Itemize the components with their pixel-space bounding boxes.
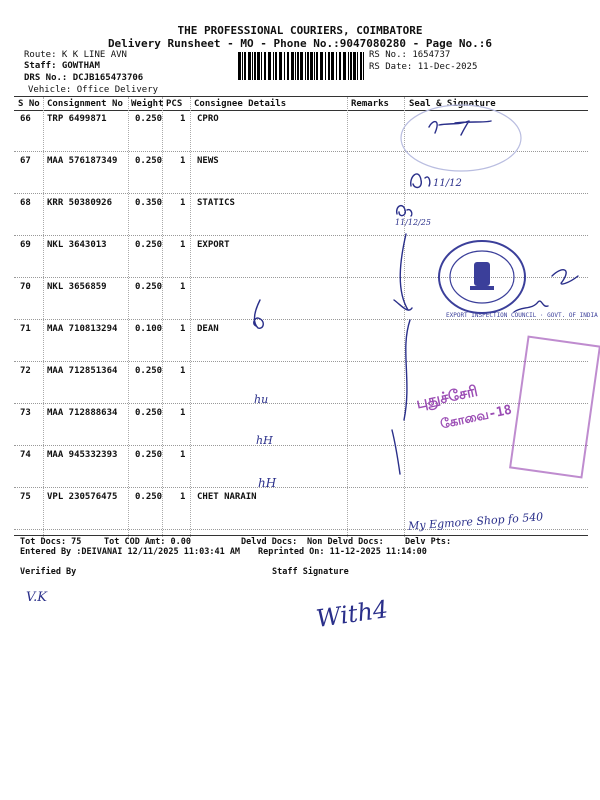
barcode-bar <box>238 52 241 80</box>
barcode-bar <box>350 52 352 80</box>
row-weight: 0.100 <box>135 324 163 334</box>
row-consignment-number: MAA 712851364 <box>47 366 118 376</box>
row-consignment-number: MAA 945332393 <box>47 450 118 460</box>
barcode-image <box>238 52 364 80</box>
row-consignee: NEWS <box>197 156 219 166</box>
row66-signature <box>425 115 495 137</box>
row74-initials: hH <box>256 434 273 447</box>
barcode-bar <box>284 52 285 80</box>
table-bottom-rule <box>14 535 588 536</box>
column-header-pcs: PCS <box>166 99 183 109</box>
total-cod-amount: Tot COD Amt: 0.00 <box>104 537 191 547</box>
barcode-bar <box>252 52 253 80</box>
barcode-bar <box>300 52 303 80</box>
row-consignee: STATICS <box>197 198 235 208</box>
barcode-bar <box>268 52 271 80</box>
barcode-bar <box>261 52 262 80</box>
verified-by-label: Verified By <box>20 567 77 577</box>
column-header-consignment: Consignment No <box>47 99 123 109</box>
row-sno: 66 <box>20 114 31 124</box>
barcode-bar <box>279 52 282 80</box>
row-consignment-number: VPL 230576475 <box>47 492 118 502</box>
row-pcs: 1 <box>180 450 186 460</box>
row-divider <box>14 319 588 320</box>
company-name: THE PROFESSIONAL COURIERS, COIMBATORE <box>177 24 423 37</box>
row68-initials <box>393 200 417 220</box>
column-header-consignee: Consignee Details <box>194 99 287 109</box>
row-sno: 72 <box>20 366 31 376</box>
barcode-bar <box>295 52 296 80</box>
row-pcs: 1 <box>180 408 186 418</box>
barcode-bar <box>343 52 346 80</box>
barcode-bar <box>328 52 330 80</box>
row-consignment-number: KRR 50380926 <box>47 198 113 208</box>
column-header-remarks: Remarks <box>351 99 389 109</box>
row-pcs: 1 <box>180 198 186 208</box>
reprinted-on: Reprinted On: 11-12-2025 11:14:00 <box>258 547 427 557</box>
column-header-seal: Seal & Signature <box>409 99 496 109</box>
row73-initials: hu <box>254 393 269 406</box>
column-divider <box>128 97 129 537</box>
barcode-bar <box>248 52 251 80</box>
row-divider <box>14 361 588 362</box>
barcode-bar <box>287 52 289 80</box>
row-consignment-number: NKL 3643013 <box>47 240 107 250</box>
rs-date: RS Date: 11-Dec-2025 <box>369 62 478 72</box>
barcode-bar <box>275 52 277 80</box>
non-delivered-docs: Non Delvd Docs: <box>307 537 384 547</box>
row-weight: 0.250 <box>135 366 163 376</box>
row-weight: 0.250 <box>135 282 163 292</box>
row-weight: 0.250 <box>135 492 163 502</box>
row-consignee: CPRO <box>197 114 219 124</box>
row-pcs: 1 <box>180 114 186 124</box>
barcode-bar <box>257 52 260 80</box>
barcode-bar <box>273 52 274 80</box>
column-divider <box>347 97 348 537</box>
row-sno: 67 <box>20 156 31 166</box>
purple-stamp-box <box>509 336 600 479</box>
staff-label: Staff: GOWTHAM <box>24 61 100 71</box>
barcode-bar <box>316 52 318 80</box>
row68-date: 11/12/25 <box>395 218 431 227</box>
row-sno: 68 <box>20 198 31 208</box>
row-sno: 70 <box>20 282 31 292</box>
drs-number: DRS No.: DCJB165473706 <box>24 73 144 83</box>
barcode-bar <box>244 52 246 80</box>
rs-number: RS No.: 1654737 <box>369 50 451 60</box>
row-pcs: 1 <box>180 156 186 166</box>
ditto-marks-vertical <box>386 230 420 480</box>
row-sno: 74 <box>20 450 31 460</box>
row-consignee: EXPORT <box>197 240 230 250</box>
row-divider <box>14 445 588 446</box>
round-seal-text: EXPORT INSPECTION COUNCIL · GOVT. OF INDIA <box>446 312 598 319</box>
row-pcs: 1 <box>180 240 186 250</box>
barcode-bar <box>325 52 326 80</box>
total-docs: Tot Docs: 75 <box>20 537 82 547</box>
purple-stamp-1: புதுச்சேரி <box>414 381 480 413</box>
column-header-sno: S No <box>18 99 40 109</box>
barcode-bar <box>348 52 349 80</box>
entered-by: Entered By :DEIVANAI 12/11/2025 11:03:41 AM <box>20 547 241 557</box>
purple-stamp-2: கோவை-18 <box>439 402 514 433</box>
row-pcs: 1 <box>180 492 186 502</box>
delivered-docs: Delvd Docs: <box>241 537 298 547</box>
row-pcs: 1 <box>180 324 186 334</box>
row-consignment-number: NKL 3656859 <box>47 282 107 292</box>
row-sno: 75 <box>20 492 31 502</box>
barcode-bar <box>264 52 266 80</box>
column-divider <box>190 97 191 537</box>
row-pcs: 1 <box>180 282 186 292</box>
staff-signature-mark: With4 <box>314 595 390 633</box>
barcode-bar <box>357 52 358 80</box>
row-weight: 0.250 <box>135 450 163 460</box>
barcode-bar <box>314 52 315 80</box>
row-weight: 0.250 <box>135 114 163 124</box>
column-divider <box>43 97 44 537</box>
row-sno: 69 <box>20 240 31 250</box>
seal-signature <box>512 262 582 322</box>
barcode-bar <box>291 52 294 80</box>
row-consignee: DEAN <box>197 324 219 334</box>
row-consignment-number: MAA 576187349 <box>47 156 118 166</box>
row-consignment-number: MAA 712888634 <box>47 408 118 418</box>
row-sno: 73 <box>20 408 31 418</box>
barcode-bar <box>360 52 362 80</box>
barcode-bar <box>331 52 334 80</box>
barcode-bar <box>339 52 341 80</box>
runsheet-title: Delivery Runsheet - MO - Phone No.:9047080280 - Page No.:6 <box>107 37 493 50</box>
barcode-bar <box>254 52 256 80</box>
row-divider <box>14 529 588 530</box>
row-weight: 0.250 <box>135 156 163 166</box>
verified-by-signature: V.K <box>26 590 47 605</box>
barcode-bar <box>297 52 299 80</box>
barcode-bar <box>320 52 323 80</box>
barcode-bar <box>305 52 306 80</box>
row67-date: 11/12 <box>433 178 462 189</box>
row-weight: 0.250 <box>135 408 163 418</box>
route-label: Route: K K LINE AVN <box>24 50 127 60</box>
row-weight: 0.350 <box>135 198 163 208</box>
row75-remark-handwritten: My Egmore Shop fo 540 <box>407 510 544 533</box>
column-header-weight: Weight <box>131 99 164 109</box>
table-top-rule <box>14 96 588 97</box>
barcode-bar <box>307 52 309 80</box>
barcode-bar <box>310 52 313 80</box>
row-consignee: CHET NARAIN <box>197 492 257 502</box>
staff-signature-label: Staff Signature <box>272 567 349 577</box>
row-divider <box>14 487 588 488</box>
column-divider <box>162 97 163 537</box>
row-weight: 0.250 <box>135 240 163 250</box>
row-pcs: 1 <box>180 366 186 376</box>
barcode-bar <box>363 52 364 80</box>
row-divider <box>14 193 588 194</box>
barcode-bar <box>336 52 337 80</box>
barcode-bar <box>353 52 356 80</box>
row-consignment-number: TRP 6499871 <box>47 114 107 124</box>
row71-initials <box>248 298 270 332</box>
barcode-bar <box>242 52 243 80</box>
row-sno: 71 <box>20 324 31 334</box>
vehicle-label: Vehicle: Office Delivery <box>28 85 159 95</box>
row-consignment-number: MAA 710813294 <box>47 324 118 334</box>
row-divider <box>14 235 588 236</box>
row75-initials: hH <box>258 476 277 490</box>
delivery-points: Delv Pts: <box>405 537 452 547</box>
